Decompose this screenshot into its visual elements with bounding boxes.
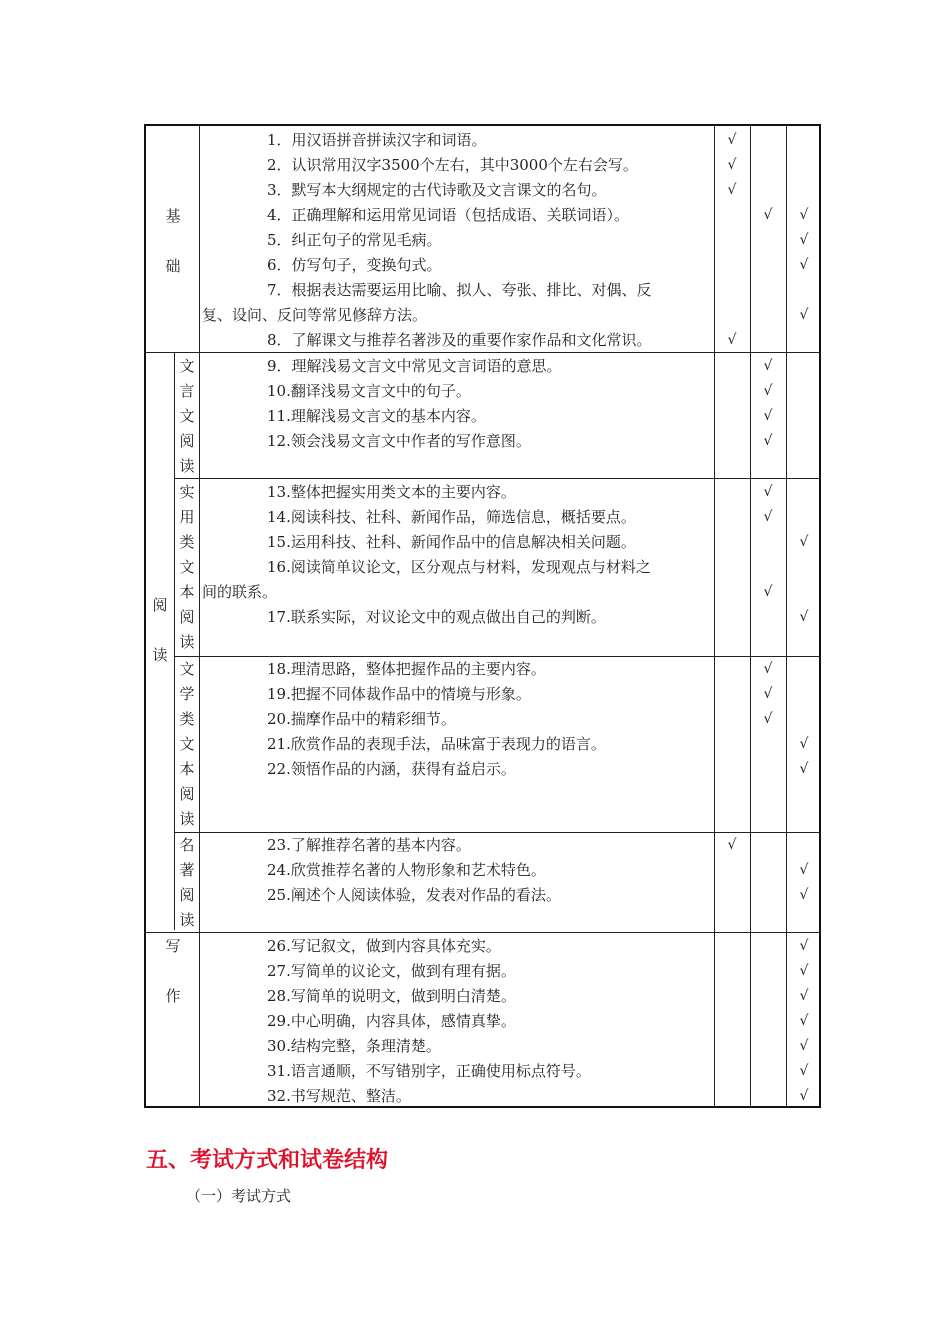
section-label-reading: 阅 读 (152, 596, 168, 664)
check-mark: √ (763, 207, 773, 223)
check-mark: √ (799, 963, 809, 979)
item-text-continued: 复、设问、反问等常见修辞方法。 (202, 306, 428, 324)
check-mark: √ (799, 307, 809, 323)
item-text: 22.领悟作品的内涵，获得有益启示。 (267, 760, 516, 778)
column-divider (786, 126, 787, 1106)
item-text: 28.写简单的说明文，做到明白清楚。 (267, 987, 516, 1005)
check-mark: √ (799, 862, 809, 878)
item-text: 16.阅读简单议论文，区分观点与材料，发现观点与材料之 (267, 558, 651, 576)
item-text: 19.把握不同体裁作品中的情境与形象。 (267, 685, 531, 703)
item-text: 18.理清思路，整体把握作品的主要内容。 (267, 660, 546, 678)
item-text: 1．用汉语拼音拼读汉字和词语。 (267, 131, 487, 149)
item-text: 30.结构完整，条理清楚。 (267, 1037, 441, 1055)
subsection-label-classical: 文 言 文 阅 读 (179, 357, 195, 475)
item-text: 2．认识常用汉字3500个左右，其中3000个左右会写。 (267, 156, 638, 174)
item-text: 8．了解课文与推荐名著涉及的重要作家作品和文化常识。 (267, 331, 652, 349)
item-text: 15.运用科技、社科、新闻作品中的信息解决相关问题。 (267, 533, 636, 551)
check-mark: √ (727, 332, 737, 348)
item-text: 27.写简单的议论文，做到有理有据。 (267, 962, 516, 980)
check-mark: √ (799, 736, 809, 752)
section-label-basics: 基 础 (165, 207, 181, 275)
item-text: 9．理解浅易文言文中常见文言词语的意思。 (267, 357, 562, 375)
row-divider (146, 932, 819, 933)
check-mark: √ (799, 207, 809, 223)
check-mark: √ (799, 232, 809, 248)
item-text: 21.欣赏作品的表现手法，品味富于表现力的语言。 (267, 735, 606, 753)
row-divider (174, 478, 819, 479)
item-text: 26.写记叙文，做到内容具体充实。 (267, 937, 501, 955)
check-mark: √ (727, 837, 737, 853)
item-text: 4．正确理解和运用常见词语（包括成语、关联词语）。 (267, 206, 630, 224)
check-mark: √ (763, 711, 773, 727)
check-mark: √ (763, 358, 773, 374)
check-mark: √ (799, 988, 809, 1004)
item-text-continued: 间的联系。 (202, 583, 278, 601)
check-mark: √ (727, 132, 737, 148)
check-mark: √ (763, 584, 773, 600)
column-divider (714, 126, 715, 1106)
item-text: 5．纠正句子的常见毛病。 (267, 231, 442, 249)
item-text: 31.语言通顺，不写错别字，正确使用标点符号。 (267, 1062, 591, 1080)
subsection-label-literary: 文 学 类 文 本 阅 读 (179, 660, 195, 828)
check-mark: √ (763, 433, 773, 449)
requirements-table (144, 124, 821, 1108)
check-mark: √ (799, 1038, 809, 1054)
check-mark: √ (763, 509, 773, 525)
page-heading: 五、考试方式和试卷结构 (146, 1148, 389, 1173)
section-label-writing: 写 作 (165, 937, 181, 1005)
item-text: 7．根据表达需要运用比喻、拟人、夸张、排比、对偶、反 (267, 281, 652, 299)
column-divider (750, 126, 751, 1106)
check-mark: √ (763, 408, 773, 424)
item-text: 12.领会浅易文言文中作者的写作意图。 (267, 432, 531, 450)
item-text: 14.阅读科技、社科、新闻作品，筛选信息，概括要点。 (267, 508, 636, 526)
check-mark: √ (727, 182, 737, 198)
check-mark: √ (799, 534, 809, 550)
check-mark: √ (799, 1063, 809, 1079)
item-text: 17.联系实际，对议论文中的观点做出自己的判断。 (267, 608, 606, 626)
subheading: （一）考试方式 (186, 1187, 292, 1205)
item-text: 11.理解浅易文言文的基本内容。 (267, 407, 486, 425)
item-text: 23.了解推荐名著的基本内容。 (267, 836, 471, 854)
subsection-label-classics: 名 著 阅 读 (179, 836, 195, 929)
check-mark: √ (799, 761, 809, 777)
item-text: 29.中心明确，内容具体，感情真挚。 (267, 1012, 516, 1030)
check-mark: √ (763, 661, 773, 677)
subsection-label-practical: 实 用 类 文 本 阅 读 (179, 483, 195, 651)
item-text: 20.揣摩作品中的精彩细节。 (267, 710, 456, 728)
check-mark: √ (799, 1013, 809, 1029)
check-mark: √ (799, 938, 809, 954)
item-text: 3．默写本大纲规定的古代诗歌及文言课文的名句。 (267, 181, 607, 199)
item-text: 6．仿写句子，变换句式。 (267, 256, 442, 274)
check-mark: √ (727, 157, 737, 173)
check-mark: √ (763, 383, 773, 399)
item-text: 10.翻译浅易文言文中的句子。 (267, 382, 471, 400)
check-mark: √ (763, 686, 773, 702)
item-text: 25.阐述个人阅读体验，发表对作品的看法。 (267, 886, 561, 904)
item-text: 13.整体把握实用类文本的主要内容。 (267, 483, 516, 501)
check-mark: √ (799, 257, 809, 273)
item-text: 24.欣赏推荐名著的人物形象和艺术特色。 (267, 861, 546, 879)
column-divider (199, 126, 200, 1106)
check-mark: √ (799, 1088, 809, 1104)
check-mark: √ (799, 609, 809, 625)
item-text: 32.书写规范、整洁。 (267, 1087, 411, 1105)
check-mark: √ (799, 887, 809, 903)
check-mark: √ (763, 484, 773, 500)
